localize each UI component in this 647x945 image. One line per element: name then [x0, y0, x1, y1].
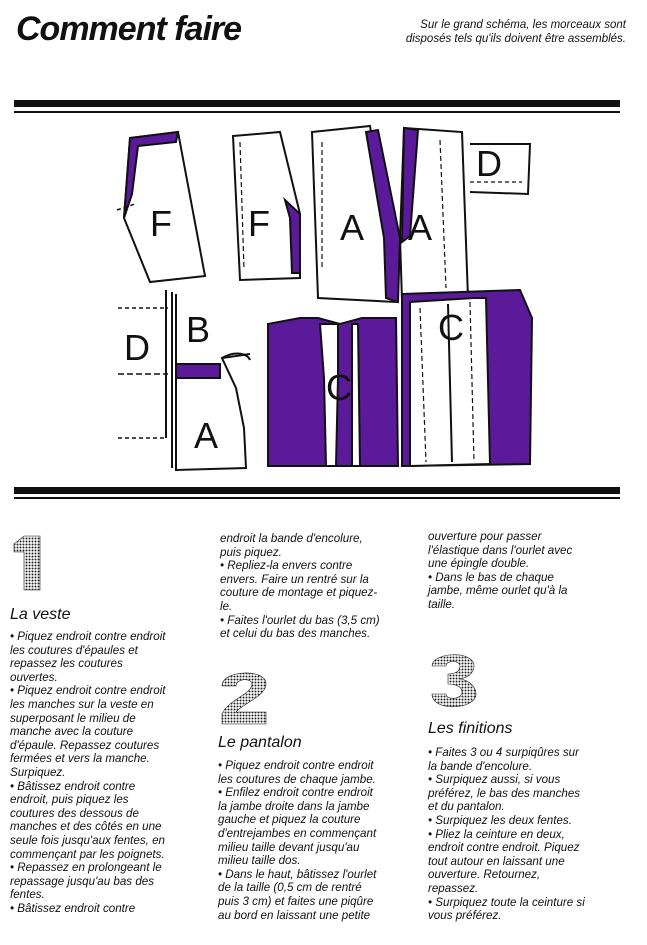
text-line: de la taille (0,5 cm de rentré — [218, 881, 362, 895]
text-line: coutures des dessous de — [10, 806, 139, 820]
label-f-1: F — [150, 203, 172, 244]
label-c-1: C — [326, 367, 352, 408]
text-line: repassage jusqu'au bas des — [10, 874, 155, 888]
text-line: • Bâtissez endroit contre — [10, 779, 136, 793]
step-number-2 — [218, 666, 270, 726]
text-line: milieu taille dos. — [218, 854, 301, 868]
label-a-2: A — [408, 207, 433, 248]
top-rule-thick — [14, 100, 620, 107]
text-line: • Repliez-la envers contre — [220, 559, 353, 573]
text-line: les coutures d'épaules et — [10, 643, 138, 657]
text-line: fentes. — [10, 888, 45, 902]
heading-le-pantalon: Le pantalon — [218, 734, 302, 751]
piece-c-jacket-right — [402, 290, 532, 466]
text-line: superposant le milieu de — [10, 711, 136, 725]
text-line: • Piquez endroit contre endroit — [10, 684, 166, 698]
step-number-3 — [428, 650, 478, 710]
text-line: manche avec la couture — [10, 725, 134, 739]
text-line: tout autour en laissant une — [428, 854, 565, 868]
text-line: Surpiquez. — [10, 765, 66, 779]
piece-d-left — [118, 290, 172, 468]
col-3-top-text — [428, 530, 628, 612]
text-line: commençant par les poignets. — [10, 847, 165, 861]
label-a-3: A — [194, 415, 219, 456]
intro-line-1: Sur le grand schéma, les morceaux sont — [420, 19, 626, 31]
step-number-1 — [10, 534, 46, 592]
label-a-1: A — [340, 207, 365, 248]
text-line: les coutures de chaque jambe. — [218, 772, 376, 786]
label-d-2: D — [124, 327, 150, 368]
text-line: • Enfilez endroit contre endroit — [218, 786, 373, 800]
text-line: une épingle double. — [428, 557, 530, 571]
text-line: repassez. — [428, 881, 479, 895]
col-3-text — [428, 746, 628, 923]
text-line: le. — [220, 599, 233, 613]
text-line: • Surpiquez toute la ceinture si — [428, 895, 585, 909]
text-line: • Repassez en prolongeant le — [10, 861, 162, 875]
text-line: puis 3 cm) et faites une piqûre — [218, 894, 374, 908]
text-line: fermées et vers la manche. — [10, 752, 150, 766]
heading-les-finitions: Les finitions — [428, 720, 513, 737]
text-line: au bord en laissant une petite — [218, 908, 371, 922]
heading-la-veste: La veste — [10, 606, 71, 623]
label-d-1: D — [476, 143, 502, 184]
text-line: préférez, le bas des manches — [428, 786, 581, 800]
text-line: ouverture pour passer — [428, 530, 542, 543]
text-line: • Dans le haut, bâtissez l'ourlet — [218, 867, 377, 881]
text-line: • Dans le bas de chaque — [428, 570, 554, 584]
page-title: Comment faire — [16, 10, 242, 48]
text-line: • Surpiquez aussi, si vous — [428, 773, 561, 787]
col-1-text — [10, 630, 210, 915]
text-line: l'élastique dans l'ourlet avec — [428, 543, 573, 557]
text-line: • Bâtissez endroit contre — [10, 901, 136, 915]
assembly-diagram — [0, 118, 647, 488]
text-line: seule fois jusqu'aux fentes, en — [10, 833, 165, 847]
text-line: ouverture. Retournez, — [428, 868, 541, 882]
top-rule-thin — [14, 111, 620, 113]
text-line: envers. Faire un rentré sur la — [220, 572, 369, 586]
label-c-2: C — [438, 307, 464, 348]
text-line: endroit contre endroit. Piquez — [428, 841, 580, 855]
bottom-rule-thin — [14, 497, 620, 499]
text-line: • Faites l'ourlet du bas (3,5 cm) — [220, 613, 380, 627]
intro-line-2: disposés tels qu'ils doivent être assemblés. — [405, 33, 626, 45]
bottom-rule-thick — [14, 487, 620, 494]
text-line: jambe, même ourlet qu'à la — [428, 584, 568, 598]
text-line: les manches sur la veste en — [10, 697, 154, 711]
label-f-2: F — [248, 203, 270, 244]
col-2-top-text — [220, 532, 420, 641]
text-line: couture de montage et piquez- — [220, 586, 378, 600]
text-line: la jambe droite dans la jambe — [218, 799, 370, 813]
text-line: milieu taille devant jusqu'au — [218, 840, 360, 854]
text-line: gauche et piquez la couture — [218, 813, 361, 827]
text-line: vous préférez. — [428, 909, 502, 923]
text-line: puis piquez. — [220, 545, 282, 559]
text-line: endroit, puis piquez les — [10, 793, 129, 807]
label-b: B — [186, 309, 211, 350]
text-line: la bande d'encolure. — [428, 759, 533, 773]
intro-text — [366, 18, 626, 46]
text-line: • Pliez la ceinture en deux, — [428, 827, 565, 841]
text-line: repassez les coutures — [10, 657, 123, 671]
text-line: • Surpiquez les deux fentes. — [428, 813, 572, 827]
text-line: ouvertes. — [10, 670, 58, 684]
text-line: taille. — [428, 597, 456, 611]
text-line: d'entrejambes en commençant — [218, 826, 377, 840]
text-line: et celui du bas des manches. — [220, 627, 371, 641]
text-line: • Piquez endroit contre endroit — [10, 630, 166, 643]
text-line: et du pantalon. — [428, 800, 505, 814]
text-line: manches et des côtés en une — [10, 820, 162, 834]
text-line: • Piquez endroit contre endroit — [218, 759, 374, 772]
text-line: d'épaule. Repassez coutures — [10, 738, 160, 752]
col-2-text — [218, 759, 418, 922]
text-line: endroit la bande d'encolure, — [220, 532, 363, 545]
text-line: • Faites 3 ou 4 surpiqûres sur — [428, 746, 579, 759]
